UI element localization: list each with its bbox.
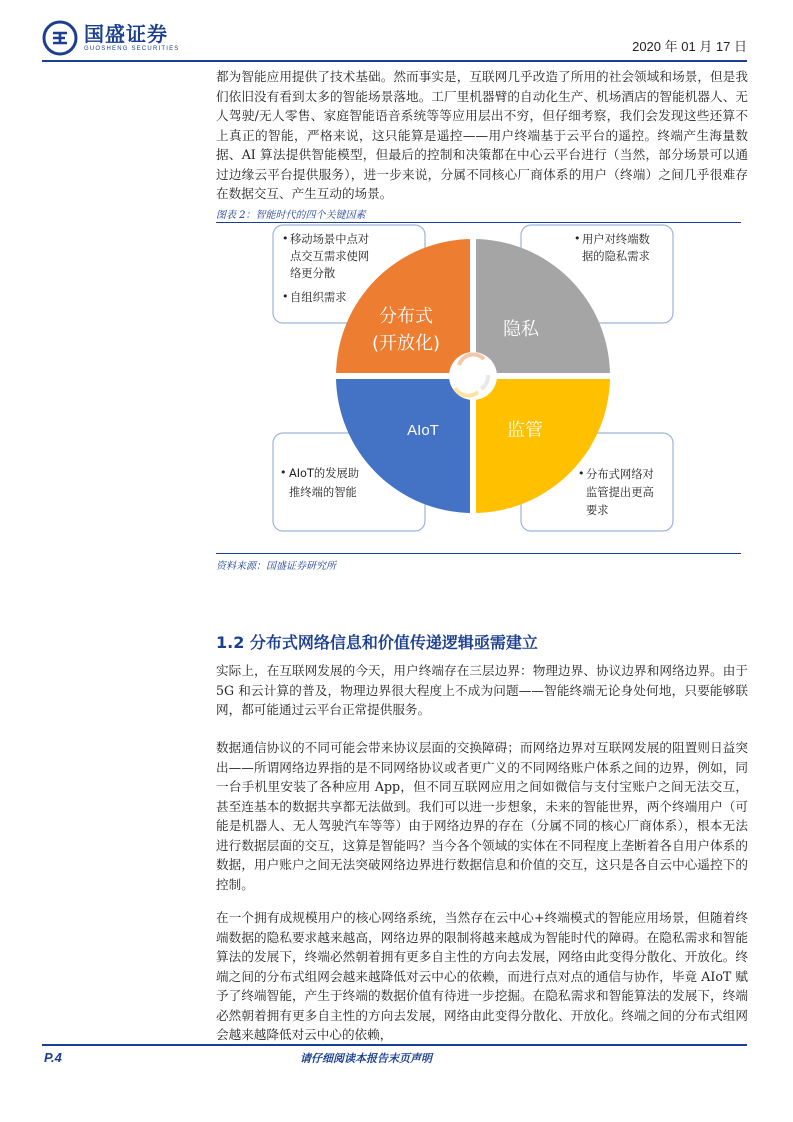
disclaimer-note: 请仔细阅读本报告末页声明 bbox=[300, 1052, 432, 1065]
footer-divider bbox=[42, 1044, 747, 1046]
box-top-right-line: 用户对终端数 bbox=[582, 233, 650, 246]
box-top-left-line: 自组织需求 bbox=[290, 291, 347, 304]
section-title: 1.2 分布式网络信息和价值传递逻辑亟需建立 bbox=[216, 633, 538, 652]
box-top-left-line: 点交互需求使网 bbox=[290, 250, 370, 263]
bullet-icon: • bbox=[282, 232, 289, 245]
figure-bottom-rule bbox=[216, 553, 741, 554]
logo-english-name: GUOSHENG SECURITIES bbox=[84, 46, 180, 52]
box-bottom-right-line: 分布式网络对 bbox=[586, 468, 654, 481]
bullet-icon: • bbox=[280, 466, 287, 479]
box-top-right-line: 据的隐私需求 bbox=[582, 250, 650, 263]
section-paragraph-1: 实际上，在互联网发展的今天，用户终端存在三层边界：物理边界、协议边界和网络边界。由于 5G 和云计算的普及，物理边界很大程度上不成为问题——智能终端无论身处何地，只要能够联网，都可能通过云平台正常提供服务。 bbox=[216, 663, 748, 717]
box-bottom-right-line: 监管提出更高 bbox=[586, 486, 654, 499]
company-logo bbox=[42, 18, 179, 58]
logo-chinese-name: 国盛证券 bbox=[84, 22, 168, 46]
box-bottom-right-line: 要求 bbox=[586, 504, 609, 517]
box-bottom-left-line: AIoT的发展助 bbox=[289, 467, 360, 480]
quadrant-label-aiot: AIoT bbox=[407, 422, 439, 439]
report-date: 2020 年 01 月 17 日 bbox=[632, 39, 747, 54]
page-number: P.4 bbox=[44, 1050, 62, 1065]
four-factors-diagram bbox=[216, 223, 741, 553]
header-divider bbox=[42, 60, 747, 62]
section-paragraph-2: 数据通信协议的不同可能会带来协议层面的交换障碍；而网络边界对互联网发展的阻置则日益突出——所谓网络边界指的是不同网络协议或者更广义的不同网络账户体系之间的边界，例如，同一台手机里安装了各种应用 App，但不同互联网应用之间如微信与支付宝账户之间无法交互，甚至连基本的数据共享都无法做到。我们可以进一步想象，未来的智能世界，两个终端用户（可能是机器人、无人驾驶汽车等等）由于网络边界的存在（分属不同的核心厂商体系），根本无法进行数据层面的交互，这算是智能吗？当今各个领域的实体在不同程度上垄断着各自用户体系的数据，用户账户之间无法突破网络边界进行数据信息和价值的交互，这只是各自云中心遥控下的控制。 bbox=[216, 740, 748, 892]
bullet-icon: • bbox=[578, 467, 585, 480]
quadrant-label-open: (开放化) bbox=[371, 333, 441, 354]
box-top-left-line: 络更分散 bbox=[290, 267, 336, 280]
section-paragraph-3: 在一个拥有成规模用户的核心网络系统，当然存在云中心+终端模式的智能应用场景，但随着终端数据的隐私要求越来越高，网络边界的限制将越来越成为智能时代的障碍。在隐私需求和智能算法的发展下，终端必然朝着拥有更多自主性的方向去发展，网络由此变得分散化、开放化。终端之间的分布式组网会越来越降低对云中心的依赖，而进行点对点的通信与协作，毕竟 AIoT 赋予了终端智能，产生于终端的数据价值有待进一步挖掘。在隐私需求和智能算法的发展下，终端必然朝着拥有更多自主性的方向去发展，网络由此变得分散化、开放化。终端之间的分布式组网会越来越降低对云中心的依赖， bbox=[216, 910, 748, 1042]
intro-paragraph: 都为智能应用提供了技术基础。然而事实是，互联网几乎改造了所用的社会领域和场景，但是我们依旧没有看到太多的智能场景落地。工厂里机器臂的自动化生产、机场酒店的智能机器人、无人驾驶/无人零售、家庭智能语音系统等等应用层出不穷，但仔细考察，我们会发现这些还算不上真正的智能，严格来说，这只能算是遥控——用户终端基于云平台的遥控。终端产生海量数据、AI 算法提供智能模型，但最后的控制和决策都在中心云平台进行（当然，部分场景可以通过边缘云平台提供服务），进一步来说，分属不同核心厂商体系的用户（终端）之间几乎很难存在数据交互、产生互动的场景。 bbox=[216, 69, 748, 201]
bullet-icon: • bbox=[282, 290, 289, 303]
guosheng-logo-icon bbox=[42, 20, 78, 56]
quadrant-label-regulation: 监管 bbox=[507, 420, 543, 441]
figure-source: 资料来源：国盛证券研究所 bbox=[216, 561, 336, 572]
quadrant-label-distributed: 分布式 bbox=[379, 306, 433, 327]
quadrant-label-privacy: 隐私 bbox=[503, 319, 539, 340]
box-top-left-line: 移动场景中点对 bbox=[290, 233, 370, 246]
figure-caption: 图表 2：智能时代的四个关键因素 bbox=[216, 210, 366, 221]
box-bottom-left-line: 推终端的智能 bbox=[289, 486, 357, 499]
bullet-icon: • bbox=[574, 232, 581, 245]
